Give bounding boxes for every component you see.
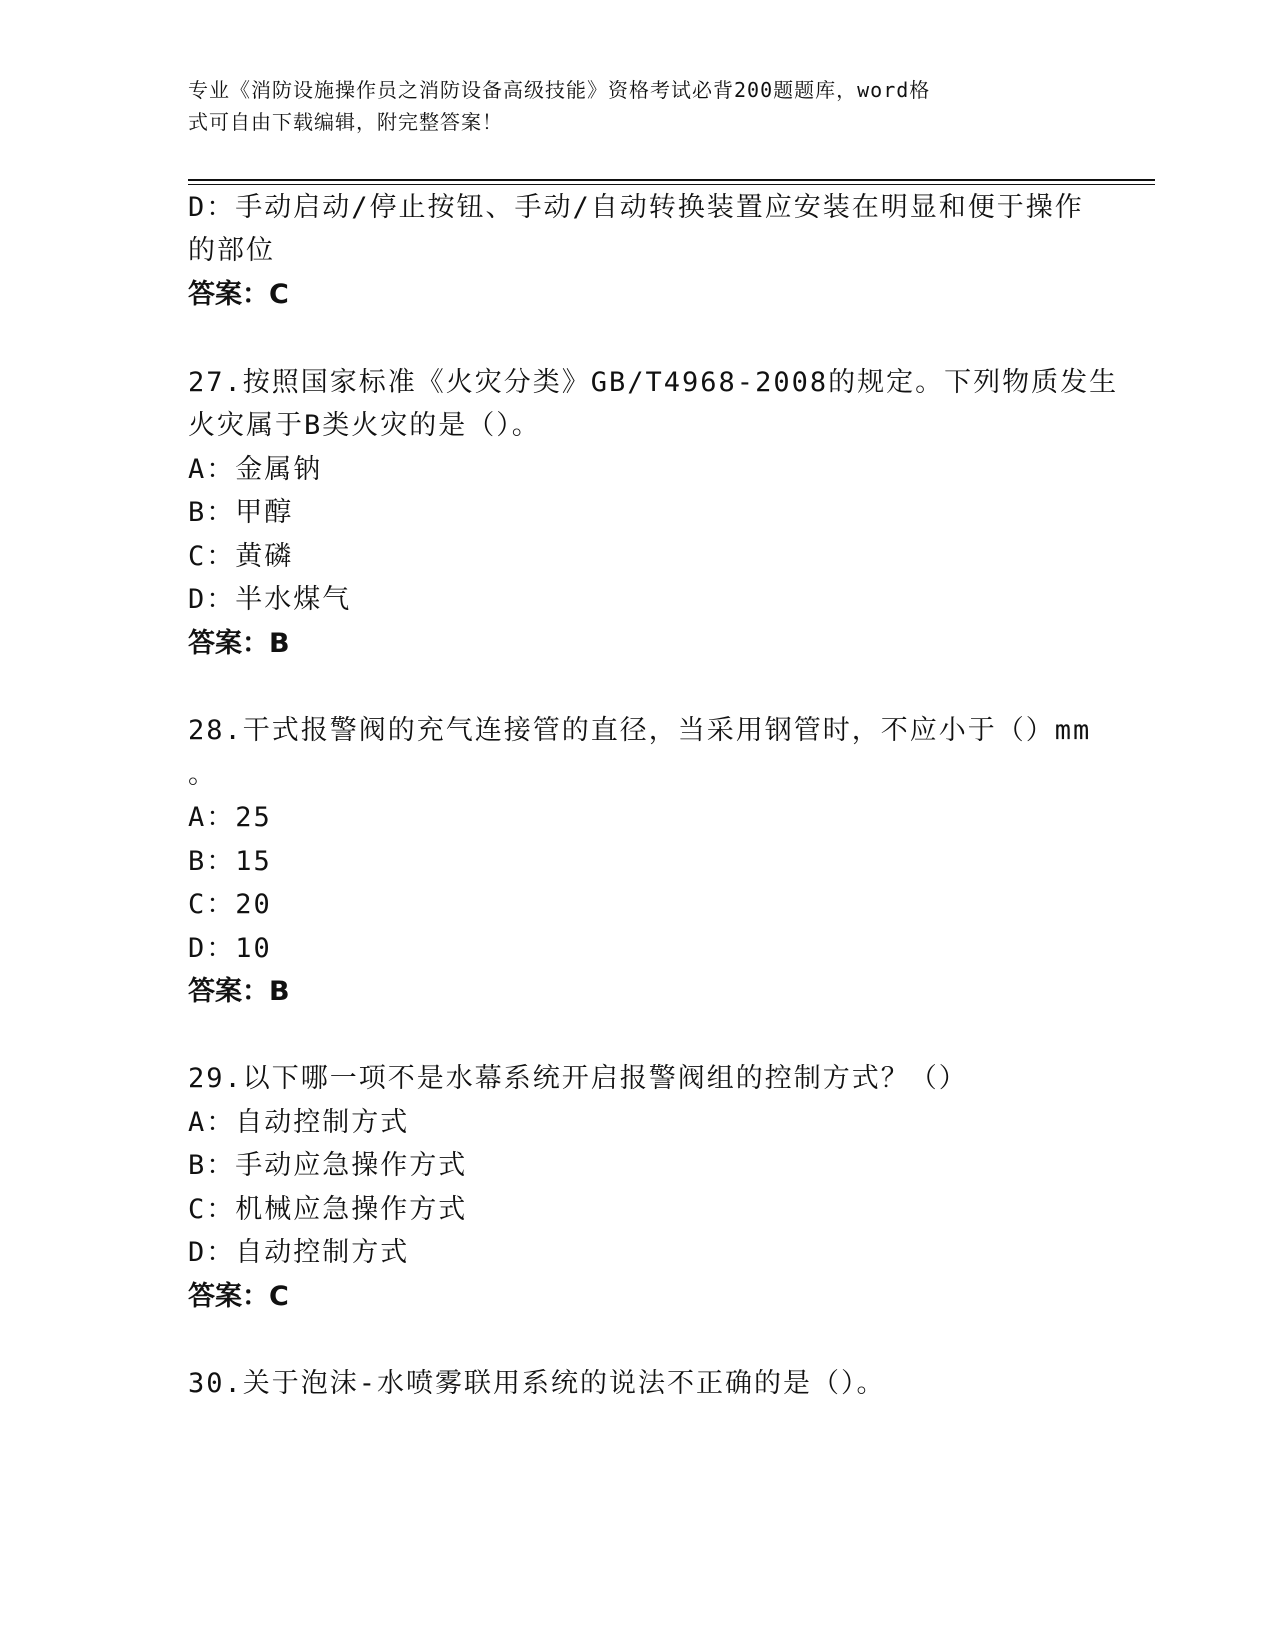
q27-option-a: A：金属钠 [188,454,323,485]
q29-option-b: B：手动应急操作方式 [188,1150,468,1181]
q28-option-a: A：25 [188,802,272,833]
header-line-1: 专业《消防设施操作员之消防设备高级技能》资格考试必背200题题库，word格 [188,78,931,102]
header-line-2: 式可自由下载编辑，附完整答案！ [188,110,503,134]
q28-option-c: C：20 [188,889,272,920]
header-divider-thick [188,179,1155,181]
q28-option-d: D：10 [188,933,272,964]
prev-answer: 答案：C [188,279,289,310]
q28-answer: 答案：B [188,976,290,1007]
q27-stem-line-2: 火灾属于B类火灾的是（）。 [188,410,541,441]
q28-stem-line-1: 28.干式报警阀的充气连接管的直径，当采用钢管时，不应小于（）mm [188,715,1092,746]
q28-option-b: B：15 [188,846,272,877]
q29-option-d: D：自动控制方式 [188,1237,410,1268]
document-header [188,74,1068,138]
q27-answer: 答案：B [188,628,290,659]
prev-option-d-line-2: 的部位 [188,235,275,266]
q28-stem-line-2: 。 [188,759,217,790]
q27-stem-line-1: 27.按照国家标准《火灾分类》GB/T4968-2008的规定。下列物质发生 [188,367,1119,398]
q29-option-a: A：自动控制方式 [188,1107,410,1138]
q27-option-b: B：甲醇 [188,497,294,528]
q27-option-d: D：半水煤气 [188,584,352,615]
q29-answer: 答案：C [188,1281,289,1312]
q29-option-c: C：机械应急操作方式 [188,1194,468,1225]
q30-stem-line-1: 30.关于泡沫-水喷雾联用系统的说法不正确的是（）。 [188,1368,886,1399]
prev-option-d-line-1: D：手动启动/停止按钮、手动/自动转换装置应安装在明显和便于操作 [188,192,1084,223]
q27-option-c: C：黄磷 [188,541,294,572]
q29-stem-line-1: 29.以下哪一项不是水幕系统开启报警阀组的控制方式？（） [188,1063,968,1094]
